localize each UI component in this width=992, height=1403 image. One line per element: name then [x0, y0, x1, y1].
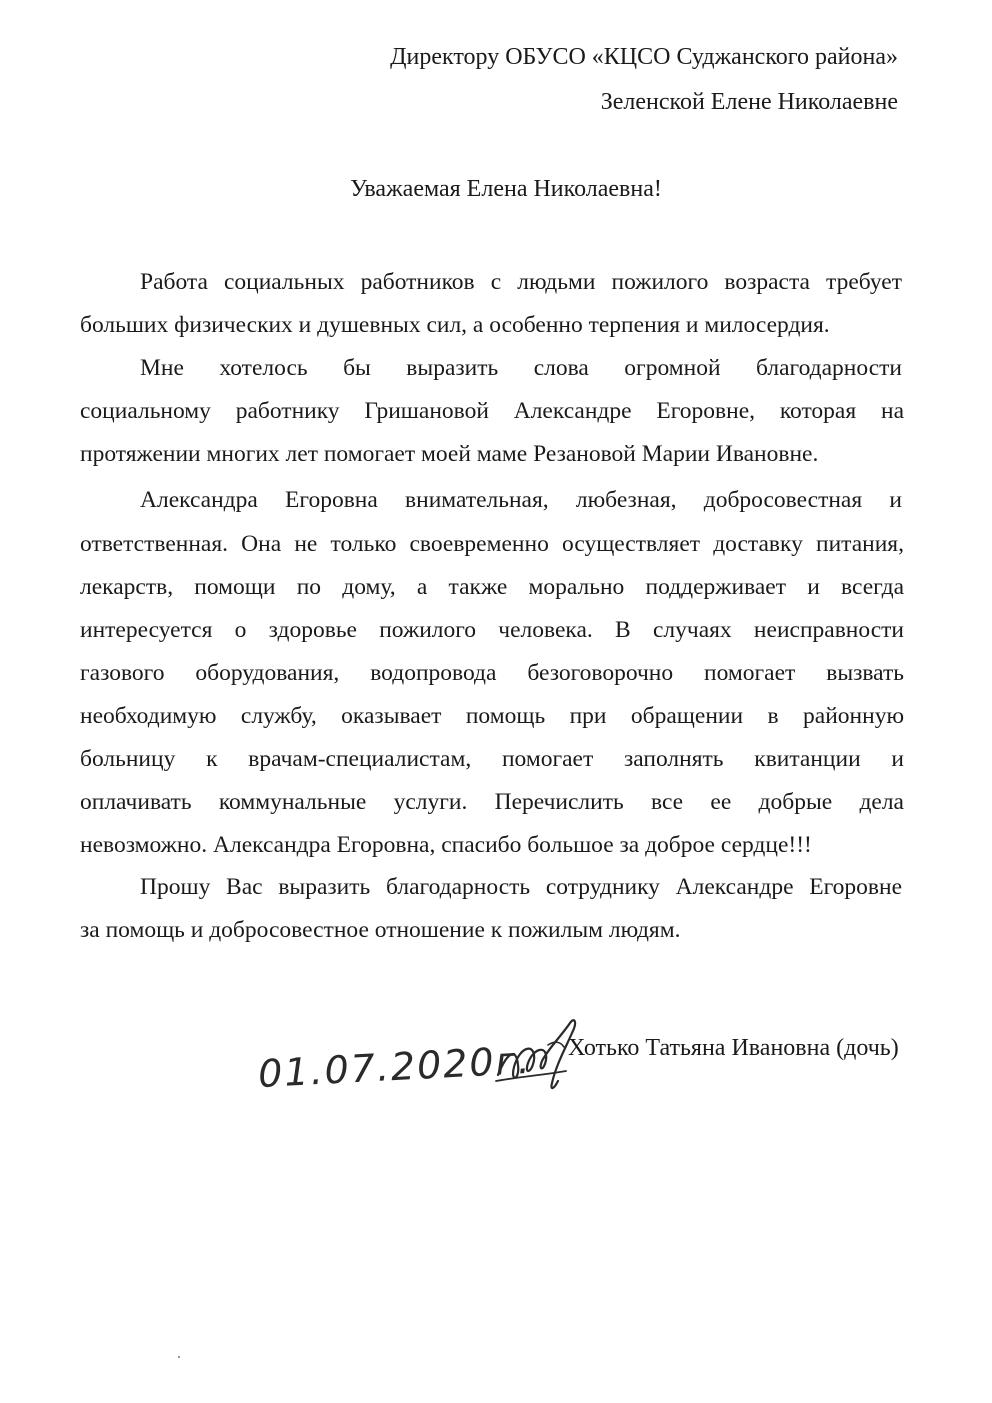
body-line: ответственная. Она не только своевременно осуществляет доставку питания, — [80, 531, 904, 557]
addressee-position: Директору ОБУСО «КЦСО Суджанского района» — [390, 44, 898, 70]
body-line: Работа социальных работников с людьми пожилого возраста требует — [140, 269, 902, 295]
body-line: лекарств, помощи по дому, а также морально поддерживает и всегда — [80, 574, 904, 600]
body-line: больших физических и душевных сил, а особенно терпения и милосердия. — [80, 312, 830, 338]
body-line: протяжении многих лет помогает моей маме Резановой Марии Ивановне. — [80, 441, 819, 467]
body-line: социальному работнику Гришановой Александре Егоровне, которая на — [80, 398, 904, 424]
body-line: невозможно. Александра Егоровна, спасибо большое за доброе сердце!!! — [80, 832, 812, 858]
body-line: необходимую службу, оказывает помощь при обращении в районную — [80, 703, 904, 729]
body-line: газового оборудования, водопровода безоговорочно помогает вызвать — [80, 660, 904, 686]
scan-speck — [178, 1356, 180, 1358]
body-line: Мне хотелось бы выразить слова огромной благодарности — [140, 355, 902, 381]
body-line: интересуется о здоровье пожилого человека. В случаях неисправности — [80, 617, 904, 643]
signer-name: Хотько Татьяна Ивановна (дочь) — [568, 1035, 899, 1061]
addressee-name: Зеленской Елене Николаевне — [600, 89, 898, 115]
body-line: Александра Егоровна внимательная, любезная, добросовестная и — [140, 487, 902, 513]
salutation: Уважаемая Елена Николаевна! — [350, 176, 662, 202]
body-line: оплачивать коммунальные услуги. Перечислить все ее добрые дела — [80, 789, 904, 815]
handwritten-date: 01.07.2020г. — [257, 1037, 533, 1097]
body-line: за помощь и добросовестное отношение к пожилым людям. — [80, 917, 681, 943]
body-line: Прошу Вас выразить благодарность сотруднику Александре Егоровне — [140, 874, 902, 900]
body-line: больницу к врачам-специалистам, помогает заполнять квитанции и — [80, 746, 904, 772]
signature-block — [250, 1005, 920, 1115]
